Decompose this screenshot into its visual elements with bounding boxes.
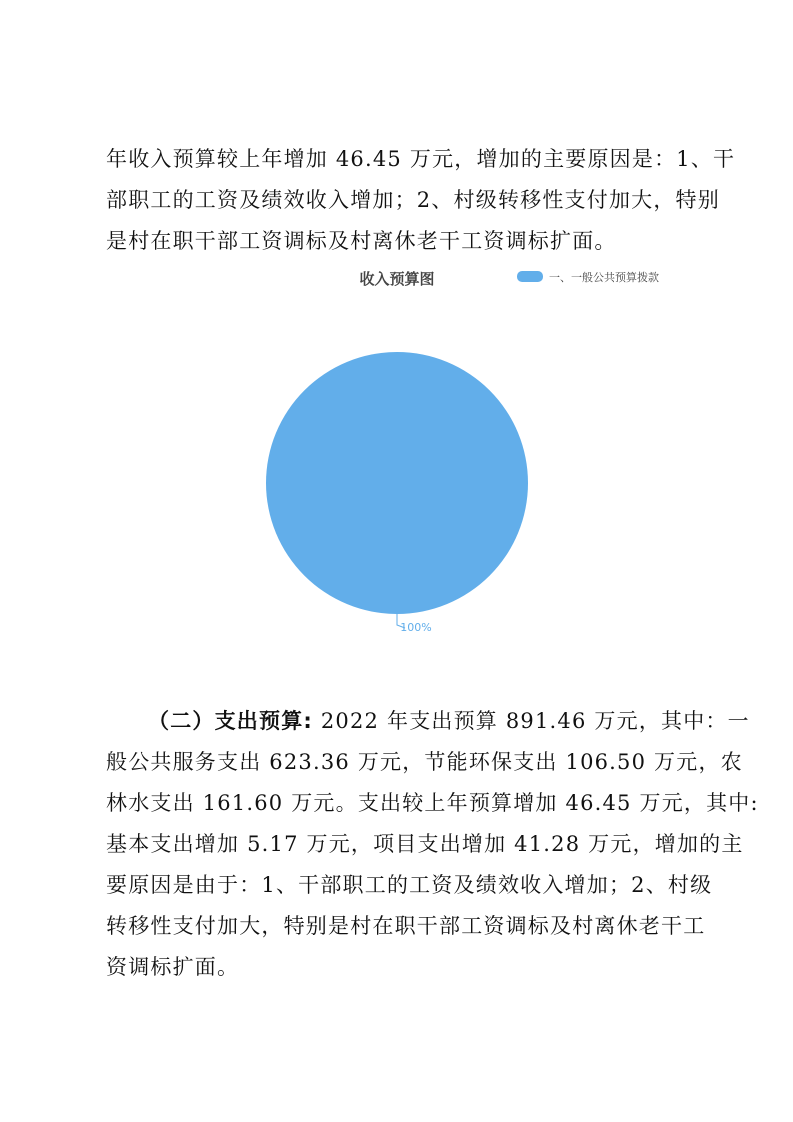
- text-line: 要原因是由于：1、干部职工的工资及绩效收入增加；2、村级: [106, 873, 713, 897]
- text-run: 2022 年支出预算 891.46 万元，其中：一: [313, 709, 750, 733]
- section-heading: （二）支出预算:: [148, 709, 313, 733]
- text-line: 林水支出 161.60 万元。支出较上年预算增加 46.45 万元，其中:: [106, 791, 759, 815]
- text-line: 转移性支付加大，特别是村在职干部工资调标及村离休老干工: [106, 914, 706, 938]
- chart-title: 收入预算图: [359, 270, 435, 288]
- pie-slices: [266, 352, 528, 614]
- pie-data-label: 100%: [400, 621, 432, 634]
- income-budget-pie-chart: [0, 255, 793, 655]
- text-line: 年收入预算较上年增加 46.45 万元，增加的主要原因是：1、干: [106, 147, 736, 171]
- text-line: 资调标扩面。: [106, 955, 240, 979]
- text-line: 是村在职干部工资调标及村离休老干工资调标扩面。: [106, 229, 617, 253]
- pie-slice: [266, 352, 528, 614]
- text-line: 基本支出增加 5.17 万元，项目支出增加 41.28 万元，增加的主: [106, 832, 744, 856]
- paragraph-expenditure-budget: [106, 701, 759, 988]
- text-line: [106, 701, 750, 742]
- text-line: 般公共服务支出 623.36 万元，节能环保支出 106.50 万元，农: [106, 750, 743, 774]
- paragraph-income-reason: [106, 139, 736, 262]
- text-line: 部职工的工资及绩效收入增加；2、村级转移性支付加大，特别: [106, 188, 720, 212]
- chart-svg: [0, 255, 793, 655]
- legend-label: 一、一般公共预算拨款: [549, 271, 659, 284]
- legend-swatch: [517, 271, 543, 282]
